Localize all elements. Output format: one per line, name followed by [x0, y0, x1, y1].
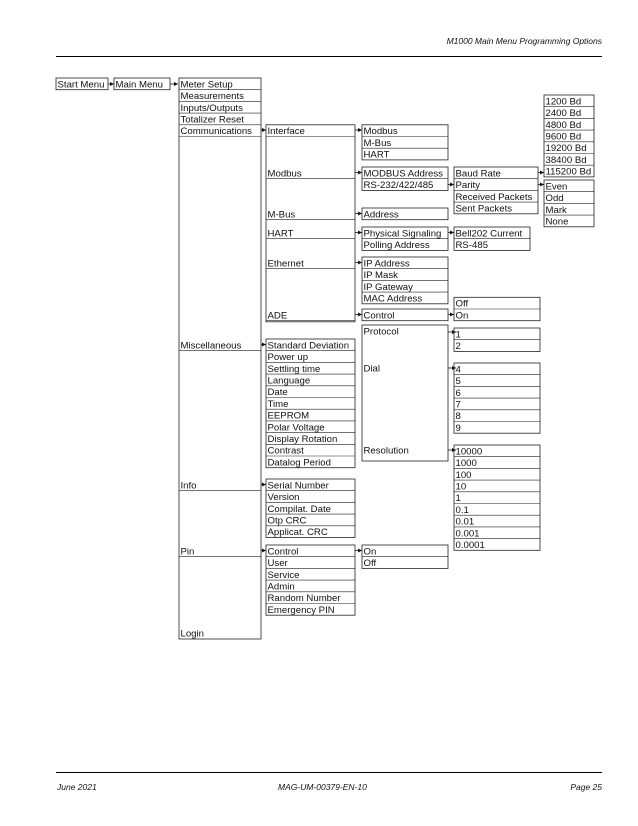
physical-signaling-options-item-rs-485: RS-485 [455, 240, 489, 252]
info-options-item-applicat-crc: Applicat. CRC [267, 527, 328, 539]
ethernet-options-item-ip-gateway: IP Gateway [363, 281, 413, 293]
start-menu-item-start-menu: Start Menu [57, 79, 105, 91]
rs-options-item-sent-packets: Sent Packets [455, 203, 513, 215]
parity-options-item-none: None [545, 216, 569, 228]
miscellaneous-options-item-eeprom: EEPROM [267, 410, 310, 422]
level1-item-inputs-outputs: Inputs/Outputs [180, 102, 243, 114]
rs-options-item-parity: Parity [455, 180, 481, 192]
rs-options-item-baud-rate: Baud Rate [455, 168, 501, 180]
hart-options-item-polling-address: Polling Address [363, 240, 430, 252]
miscellaneous-options-item-polar-voltage: Polar Voltage [267, 422, 325, 434]
baud-rates-item-9600-bd: 9600 Bd [545, 131, 582, 143]
baud-rates-item-4800-bd: 4800 Bd [545, 119, 582, 131]
communications-item-ade: ADE [267, 310, 288, 322]
ade-control-options-item-off: Off [455, 298, 469, 310]
miscellaneous-options-item-contrast: Contrast [267, 445, 304, 457]
ethernet-options-item-mac-address: MAC Address [363, 293, 423, 305]
dial-options-item-6: 6 [455, 387, 461, 399]
footer-doc-id: MAG-UM-00379-EN-10 [278, 782, 367, 792]
communications-item-hart: HART [267, 228, 294, 240]
ade-more-item-resolution: Resolution [363, 445, 409, 457]
miscellaneous-options-item-time: Time [267, 398, 289, 410]
info-options-item-version: Version [267, 492, 300, 504]
main-menu-item-main-menu: Main Menu [115, 79, 163, 91]
communications-item-m-bus: M-Bus [267, 209, 296, 221]
baud-rates-item-2400-bd: 2400 Bd [545, 108, 582, 120]
pin-options-item-admin: Admin [267, 581, 295, 593]
miscellaneous-options-item-settling-time: Settling time [267, 363, 321, 375]
communications-item-modbus: Modbus [267, 168, 302, 180]
resolution-options-item-0-01: 0.01 [455, 516, 475, 528]
level1-item-measurements: Measurements [180, 91, 244, 103]
resolution-options-item-10: 10 [455, 481, 467, 493]
ade-more-item-dial: Dial [363, 363, 381, 375]
interface-options-item-m-bus: M-Bus [363, 137, 392, 149]
parity-options-item-mark: Mark [545, 204, 567, 216]
level1-item-meter-setup: Meter Setup [180, 79, 233, 91]
parity-options-item-odd: Odd [545, 193, 564, 205]
page-header-title: M1000 Main Menu Programming Options [446, 36, 602, 46]
resolution-options-item-1000: 1000 [455, 458, 477, 470]
communications-item-interface: Interface [267, 126, 305, 138]
resolution-options-item-1: 1 [455, 493, 461, 505]
level1-item-login: Login [180, 628, 204, 640]
resolution-options-item-0-001: 0.001 [455, 528, 480, 540]
dial-options-item-5: 5 [455, 376, 461, 388]
resolution-options-item-0-1: 0.1 [455, 504, 469, 516]
info-options-item-compilat-date: Compilat. Date [267, 503, 331, 515]
interface-options-item-hart: HART [363, 149, 390, 161]
resolution-options-item-10000: 10000 [455, 446, 483, 458]
resolution-options-item-100: 100 [455, 469, 472, 481]
miscellaneous-options-item-power-up: Power up [267, 352, 309, 364]
dial-options-item-9: 9 [455, 422, 461, 434]
baud-rates-item-1200-bd: 1200 Bd [545, 96, 582, 108]
protocol-options-item-2: 2 [455, 341, 461, 353]
resolution-options-item-0-0001: 0.0001 [455, 540, 485, 551]
dial-options-item-8: 8 [455, 411, 461, 423]
info-options-item-otp-crc: Otp CRC [267, 515, 307, 527]
modbus-options-item-rs-232-422-485: RS-232/422/485 [363, 180, 434, 192]
footer-date: June 2021 [57, 782, 97, 792]
ethernet-options-item-ip-mask: IP Mask [363, 270, 398, 282]
physical-signaling-options-item-bell202-current: Bell202 Current [455, 228, 523, 240]
level1-item-pin: Pin [180, 546, 195, 558]
pin-options-item-service: Service [267, 569, 300, 581]
miscellaneous-options-item-display-rotation: Display Rotation [267, 434, 338, 445]
baud-rates-item-38400-bd: 38400 Bd [545, 154, 587, 166]
miscellaneous-options-item-datalog-period: Datalog Period [267, 457, 331, 469]
protocol-options-item-1: 1 [455, 329, 461, 341]
mbus-options-item-address: Address [363, 209, 399, 221]
info-options-item-serial-number: Serial Number [267, 480, 329, 492]
ade-control-options-item-on: On [455, 310, 469, 322]
baud-rates-item-19200-bd: 19200 Bd [545, 143, 587, 155]
ade-options-item-control: Control [363, 310, 395, 322]
ade-more-item-protocol: Protocol [363, 326, 399, 338]
ade-more-box [362, 325, 448, 461]
footer-page-number: Page 25 [570, 782, 602, 792]
pin-control-options-item-off: Off [363, 558, 377, 570]
interface-options-item-modbus: Modbus [363, 126, 398, 138]
baud-rates-item-115200-bd: 115200 Bd [545, 166, 592, 178]
communications-item-ethernet: Ethernet [267, 258, 304, 270]
level1-item-totalizer-reset: Totalizer Reset [180, 114, 244, 126]
pin-options-item-random-number: Random Number [267, 593, 341, 605]
hart-options-item-physical-signaling: Physical Signaling [363, 228, 442, 240]
dial-options-item-7: 7 [455, 399, 461, 411]
pin-options-item-control: Control [267, 546, 299, 558]
rs-options-item-received-packets: Received Packets [455, 191, 533, 203]
level1-item-communications: Communications [180, 126, 252, 138]
pin-control-options-item-on: On [363, 546, 377, 558]
miscellaneous-options-item-date: Date [267, 387, 288, 399]
parity-options-item-even: Even [545, 181, 568, 193]
dial-options-item-4: 4 [455, 364, 461, 376]
miscellaneous-options-item-standard-deviation: Standard Deviation [267, 340, 350, 352]
level1-item-info: Info [180, 480, 197, 492]
pin-options-item-emergency-pin: Emergency PIN [267, 604, 335, 616]
miscellaneous-options-item-language: Language [267, 375, 311, 387]
level1-item-miscellaneous: Miscellaneous [180, 340, 242, 352]
communications-box [266, 125, 355, 322]
pin-options-item-user: User [267, 558, 288, 570]
ethernet-options-item-ip-address: IP Address [363, 258, 410, 270]
modbus-options-item-modbus-address: MODBUS Address [363, 168, 443, 180]
